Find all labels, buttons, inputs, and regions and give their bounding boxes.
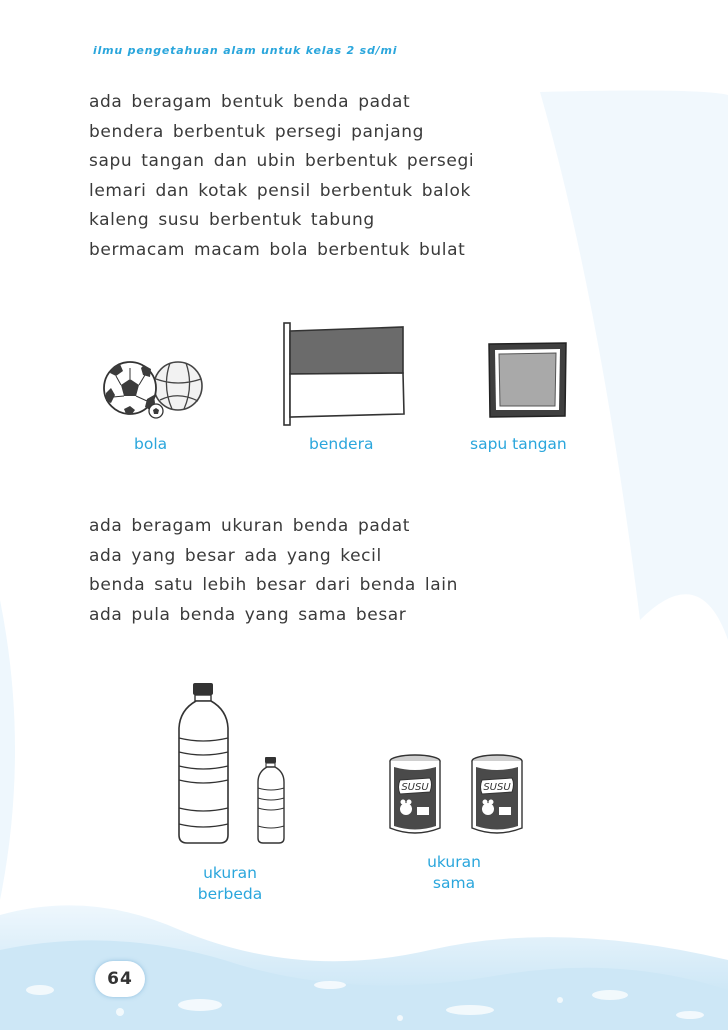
text-line: bendera berbentuk persegi panjang [89,121,424,142]
milk-can-left [390,755,440,833]
label-line: berbeda [197,885,263,903]
text-line: ada beragam bentuk benda padat [89,92,411,112]
bottles-illustration [172,680,297,848]
label-ukuran-sama [414,852,494,894]
label-bola: bola [134,435,168,453]
milk-cans-illustration [386,752,531,842]
page-number: 64 [95,961,145,997]
text-line: kaleng susu berbentuk tabung [89,210,375,231]
text-line: ada pula benda yang sama besar [89,604,407,625]
paragraph-shapes [89,88,474,266]
flag-illustration [283,322,408,427]
text-line: benda satu lebih besar dari benda lain [89,575,458,596]
text-line: sapu tangan dan ubin berbentuk persegi [89,151,475,172]
paragraph-sizes [89,512,458,630]
label-line: ukuran [203,864,257,882]
text-line: ada yang besar ada yang kecil [89,545,382,566]
handkerchief-illustration [486,340,570,420]
balls-illustration [100,355,205,420]
svg-text:SUSU: SUSU [483,782,511,793]
label-line: sama [432,874,476,892]
text-line: bermacam macam bola berbentuk bulat [89,239,466,260]
label-bendera: bendera [309,435,374,453]
milk-can-right [472,755,522,833]
label-sapu-tangan: sapu tangan [470,435,567,453]
label-line: ukuran [427,853,481,871]
text-line: lemari dan kotak pensil berbentuk balok [89,180,471,201]
label-ukuran-berbeda [190,863,270,905]
svg-text:SUSU: SUSU [401,782,429,793]
running-header: ilmu pengetahuan alam untuk kelas 2 sd/mi [93,44,398,57]
text-line: ada beragam ukuran benda padat [89,516,411,536]
